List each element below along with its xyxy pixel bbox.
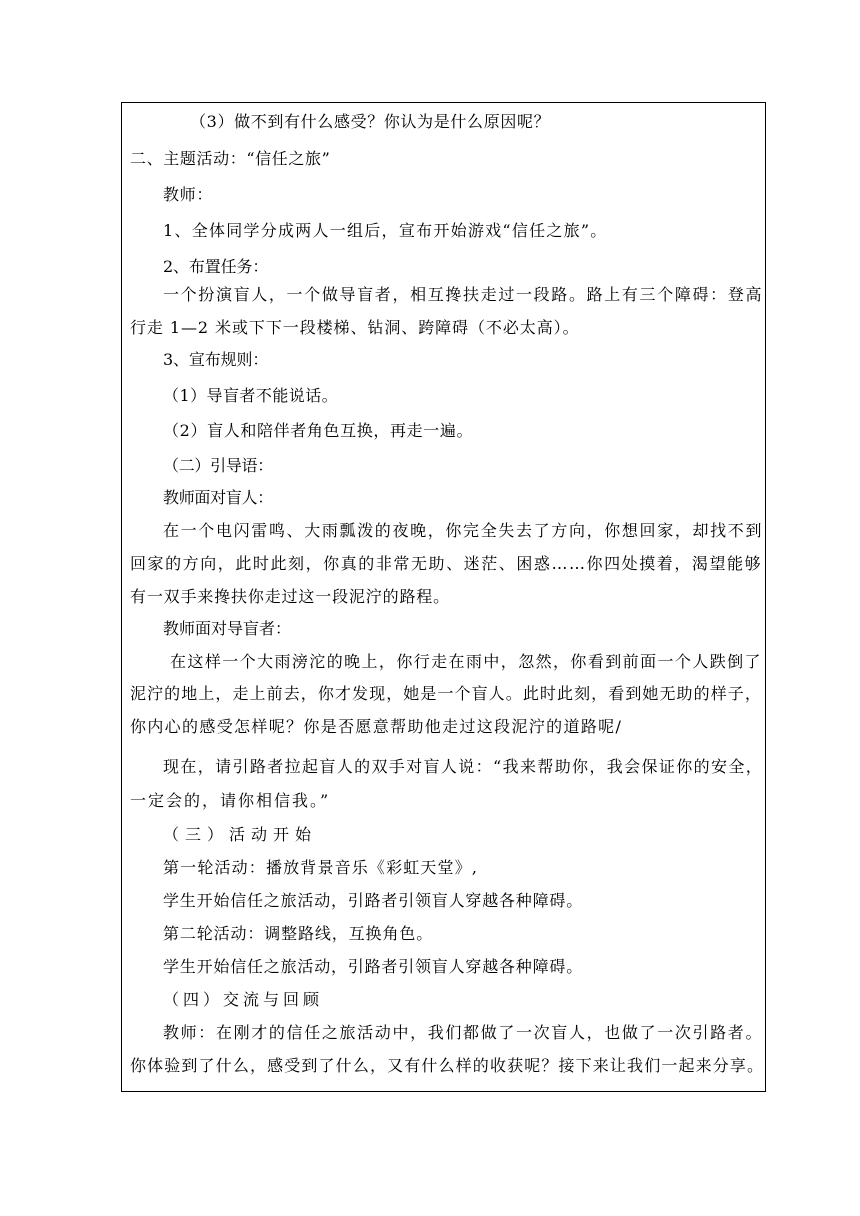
text-line-6: 一个扮演盲人，一个做导盲者，相互搀扶走过一段路。路上有三个障碍：登高 <box>163 285 764 304</box>
text-line-28: 教师：在刚才的信任之旅活动中，我们都做了一次盲人，也做了一次引路者。 <box>163 1023 764 1042</box>
text-line-15: 有一双手来搀扶你走过这一段泥泞的路程。 <box>130 587 450 606</box>
text-line-9: （1）导盲者不能说话。 <box>163 386 339 405</box>
text-line-26: 学生开始信任之旅活动，引路者引领盲人穿越各种障碍。 <box>163 957 584 976</box>
text-line-14: 回家的方向，此时此刻，你真的非常无助、迷茫、困惑……你四处摸着，渴望能够 <box>130 554 763 573</box>
text-line-22: （三）活动开始 <box>163 825 318 844</box>
text-line-16: 教师面对导盲者： <box>163 619 292 638</box>
text-line-13: 在一个电闪雷鸣、大雨瓢泼的夜晚，你完全失去了方向，你想回家，却找不到 <box>163 521 764 540</box>
text-line-18: 泥泞的地上，走上前去，你才发现，她是一个盲人。此时此刻，看到她无助的样子， <box>130 684 762 703</box>
text-line-8: 3、宣布规则： <box>163 350 269 369</box>
text-line-23: 第一轮活动：播放背景音乐《彩虹天堂》, <box>163 858 479 877</box>
text-line-27: （四）交流与回顾 <box>163 990 324 1009</box>
text-line-17: 在这样一个大雨滂沱的晚上，你行走在雨中，忽然，你看到前面一个人跌倒了 <box>170 652 762 671</box>
text-line-19: 你内心的感受怎样呢？你是否愿意帮助他走过这段泥泞的道路呢/ <box>130 717 623 736</box>
text-line-10: （2）盲人和陪伴者角色互换，再走一遍。 <box>163 421 474 440</box>
text-line-2: 二、主题活动：“信任之旅” <box>130 149 331 168</box>
text-line-29: 你体验到了什么，感受到了什么，又有什么样的收获呢？接下来让我们一起来分享。 <box>130 1056 765 1075</box>
text-line-12: 教师面对盲人： <box>163 488 273 507</box>
text-line-24: 学生开始信任之旅活动，引路者引领盲人穿越各种障碍。 <box>163 891 584 910</box>
text-line-7: 行走 1—2 米或下下一段楼梯、钻洞、跨障碍（不必太高）。 <box>130 318 580 337</box>
text-line-21: 一定会的，请你相信我。” <box>130 791 331 810</box>
text-line-3: 教师： <box>163 185 214 204</box>
text-line-1: （3）做不到有什么感受？你认为是什么原因呢？ <box>190 112 551 131</box>
text-line-20: 现在，请引路者拉起盲人的双手对盲人说：“我来帮助你，我会保证你的安全， <box>163 757 764 776</box>
text-line-11: （二）引导语： <box>163 456 273 475</box>
text-line-25: 第二轮活动：调整路线，互换角色。 <box>163 924 434 943</box>
text-line-5: 2、布置任务： <box>163 257 269 276</box>
text-line-4: 1、全体同学分成两人一组后，宣布开始游戏“信任之旅”。 <box>163 221 608 240</box>
